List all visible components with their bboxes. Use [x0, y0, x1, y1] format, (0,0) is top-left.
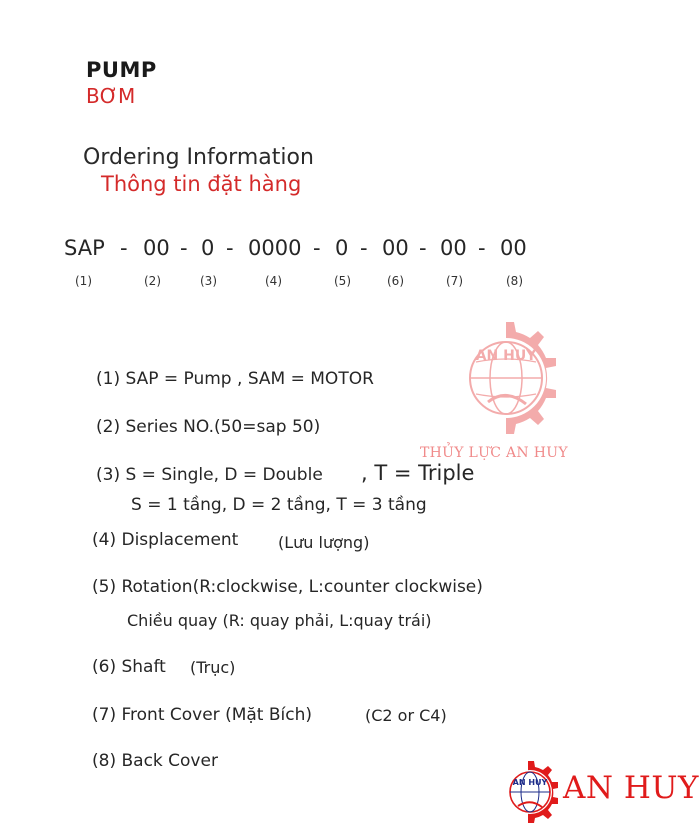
watermark-text: THỦY LỰC AN HUY: [420, 445, 568, 461]
item-5: (5) Rotation(R:clockwise, L:counter clockwise): [92, 577, 483, 597]
item-6: (6) Shaft: [92, 657, 166, 677]
code-index: (7): [446, 274, 463, 288]
gear-globe-icon: [446, 318, 566, 438]
code-index: (2): [144, 274, 161, 288]
code-index: (5): [334, 274, 351, 288]
ordering-title-vi: Thông tin đặt hàng: [101, 172, 302, 196]
item-8: (8) Back Cover: [92, 751, 218, 771]
item-7: (7) Front Cover (Mặt Bích): [92, 705, 312, 725]
code-segment: 0000: [248, 236, 302, 260]
code-index: (3): [200, 274, 217, 288]
item-4: (4) Displacement: [92, 530, 239, 550]
item-4-vi: (Lưu lượng): [278, 533, 370, 552]
pump-title: PUMP: [86, 58, 157, 82]
code-separator: -: [360, 236, 368, 260]
code-separator: -: [120, 236, 128, 260]
logo-badge: AN HUY: [512, 778, 548, 787]
code-separator: -: [478, 236, 486, 260]
code-index: (6): [387, 274, 404, 288]
code-index: (1): [75, 274, 92, 288]
item-7-note: (C2 or C4): [365, 706, 447, 725]
code-separator: -: [419, 236, 427, 260]
pump-title-vi: BƠM: [86, 84, 136, 108]
code-segment: 00: [382, 236, 409, 260]
item-3: (3) S = Single, D = Double: [96, 465, 323, 485]
item-2: (2) Series NO.(50=sap 50): [96, 417, 321, 437]
item-6-vi: (Trục): [190, 658, 236, 677]
code-segment: 00: [500, 236, 527, 260]
code-segment: SAP: [64, 236, 105, 260]
code-segment: 0: [335, 236, 349, 260]
ordering-title: Ordering Information: [83, 145, 314, 170]
code-separator: -: [180, 236, 188, 260]
logo-text: AN HUY: [563, 770, 699, 806]
code-segment: 0: [201, 236, 215, 260]
item-3-vi: S = 1 tầng, D = 2 tầng, T = 3 tầng: [131, 495, 427, 515]
code-segment: 00: [440, 236, 467, 260]
code-index: (4): [265, 274, 282, 288]
code-segment: 00: [143, 236, 170, 260]
watermark-badge: AN HUY: [475, 348, 537, 364]
code-separator: -: [226, 236, 234, 260]
item-3-triple: , T = Triple: [361, 461, 475, 485]
gear-globe-logo-icon: [498, 760, 562, 824]
item-5-vi: Chiều quay (R: quay phải, L:quay trái): [127, 611, 432, 630]
code-index: (8): [506, 274, 523, 288]
code-separator: -: [313, 236, 321, 260]
item-1: (1) SAP = Pump , SAM = MOTOR: [96, 369, 374, 389]
